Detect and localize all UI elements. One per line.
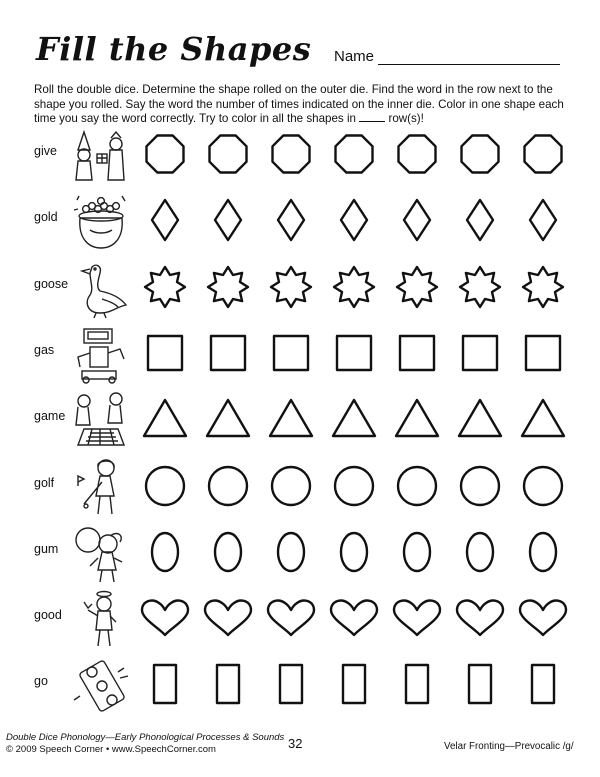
- instructions-text: Roll the double dice. Determine the shape rolled on the outer die. Find the word in the row next to the shape you rolled. Say the word the number of times indicated on the inner die. Color in one shape each time you say the word correctly. Try to color in all the shapes in: [34, 83, 564, 126]
- row-shapes: [0, 124, 600, 188]
- row-word: gold: [34, 210, 58, 225]
- row-shapes: [0, 323, 600, 387]
- diamond-shape[interactable]: [467, 200, 493, 240]
- heart-shape[interactable]: [520, 601, 566, 635]
- triangle-shape[interactable]: [522, 400, 564, 436]
- octagon-shape[interactable]: [525, 136, 562, 173]
- row-shapes: [0, 588, 600, 652]
- oval-shape[interactable]: [467, 533, 493, 571]
- square-shape[interactable]: [337, 336, 371, 370]
- rows-blank: [359, 121, 385, 122]
- square-shape[interactable]: [400, 336, 434, 370]
- rectangle-shape[interactable]: [469, 665, 491, 703]
- heart-shape[interactable]: [142, 601, 188, 635]
- rectangle-shape[interactable]: [280, 665, 302, 703]
- footer-left: [6, 732, 284, 756]
- heart-shape[interactable]: [457, 601, 503, 635]
- circle-shape[interactable]: [272, 467, 310, 505]
- row-word: golf: [34, 475, 55, 490]
- name-label: Name: [334, 48, 375, 65]
- row-shapes: [0, 456, 600, 520]
- shape-row-good: [0, 588, 600, 652]
- shape-row-golf: [0, 456, 600, 520]
- instructions-end: row(s)!: [388, 112, 424, 126]
- row-shapes: [0, 522, 600, 586]
- shape-row-gas: [0, 323, 600, 387]
- row-word: game: [34, 409, 66, 424]
- rectangle-shape[interactable]: [217, 665, 239, 703]
- star-shape[interactable]: [523, 267, 563, 307]
- row-shapes: [0, 389, 600, 453]
- shape-row-goose: [0, 257, 600, 321]
- triangle-shape[interactable]: [396, 400, 438, 436]
- name-line: [378, 64, 560, 65]
- square-shape[interactable]: [211, 336, 245, 370]
- row-word: give: [34, 144, 57, 158]
- heart-shape[interactable]: [268, 601, 314, 635]
- row-word: goose: [34, 276, 69, 291]
- triangle-shape[interactable]: [144, 400, 186, 436]
- oval-shape[interactable]: [404, 533, 430, 571]
- diamond-shape[interactable]: [404, 200, 430, 240]
- row-shapes: [0, 257, 600, 321]
- oval-shape[interactable]: [152, 533, 178, 571]
- shape-row-game: [0, 389, 600, 453]
- oval-shape[interactable]: [278, 533, 304, 571]
- oval-shape[interactable]: [341, 533, 367, 571]
- square-shape[interactable]: [274, 336, 308, 370]
- circle-shape[interactable]: [209, 467, 247, 505]
- heart-shape[interactable]: [331, 601, 377, 635]
- footer-copyright: © 2009 Speech Corner • www.SpeechCorner.com: [6, 744, 216, 755]
- square-shape[interactable]: [463, 336, 497, 370]
- circle-shape[interactable]: [146, 467, 184, 505]
- star-shape[interactable]: [271, 267, 311, 307]
- square-shape[interactable]: [526, 336, 560, 370]
- row-word: go: [34, 674, 48, 689]
- triangle-shape[interactable]: [207, 400, 249, 436]
- shape-row-gold: [0, 190, 600, 254]
- row-shapes: [0, 190, 600, 254]
- row-word: gum: [34, 541, 59, 556]
- row-shapes: [0, 654, 600, 718]
- shape-row-gum: [0, 522, 600, 586]
- circle-shape[interactable]: [524, 467, 562, 505]
- row-word: good: [34, 608, 62, 623]
- octagon-shape[interactable]: [147, 136, 184, 173]
- circle-shape[interactable]: [335, 467, 373, 505]
- page-number: 32: [288, 736, 303, 751]
- diamond-shape[interactable]: [530, 200, 556, 240]
- star-shape[interactable]: [334, 267, 374, 307]
- shape-row-give: [0, 124, 600, 188]
- diamond-shape[interactable]: [152, 200, 178, 240]
- octagon-shape[interactable]: [336, 136, 373, 173]
- heart-shape[interactable]: [205, 601, 251, 635]
- circle-shape[interactable]: [398, 467, 436, 505]
- diamond-shape[interactable]: [278, 200, 304, 240]
- footer-section: Velar Fronting—Prevocalic /g/: [444, 741, 574, 752]
- worksheet-title: Fill the Shapes: [36, 30, 312, 68]
- oval-shape[interactable]: [530, 533, 556, 571]
- row-word: gas: [34, 342, 55, 357]
- circle-shape[interactable]: [461, 467, 499, 505]
- rectangle-shape[interactable]: [343, 665, 365, 703]
- octagon-shape[interactable]: [273, 136, 310, 173]
- rectangle-shape[interactable]: [406, 665, 428, 703]
- triangle-shape[interactable]: [333, 400, 375, 436]
- diamond-shape[interactable]: [215, 200, 241, 240]
- triangle-shape[interactable]: [459, 400, 501, 436]
- shape-row-go: [0, 654, 600, 718]
- heart-shape[interactable]: [394, 601, 440, 635]
- diamond-shape[interactable]: [341, 200, 367, 240]
- star-shape[interactable]: [208, 267, 248, 307]
- rectangle-shape[interactable]: [154, 665, 176, 703]
- oval-shape[interactable]: [215, 533, 241, 571]
- footer-book-title: Double Dice Phonology—Early Phonological Processes & Sounds: [6, 732, 285, 743]
- star-shape[interactable]: [397, 267, 437, 307]
- rectangle-shape[interactable]: [532, 665, 554, 703]
- star-shape[interactable]: [145, 267, 185, 307]
- star-shape[interactable]: [460, 267, 500, 307]
- octagon-shape[interactable]: [462, 136, 499, 173]
- octagon-shape[interactable]: [399, 136, 436, 173]
- triangle-shape[interactable]: [270, 400, 312, 436]
- instructions: [34, 83, 574, 127]
- square-shape[interactable]: [148, 336, 182, 370]
- octagon-shape[interactable]: [210, 136, 247, 173]
